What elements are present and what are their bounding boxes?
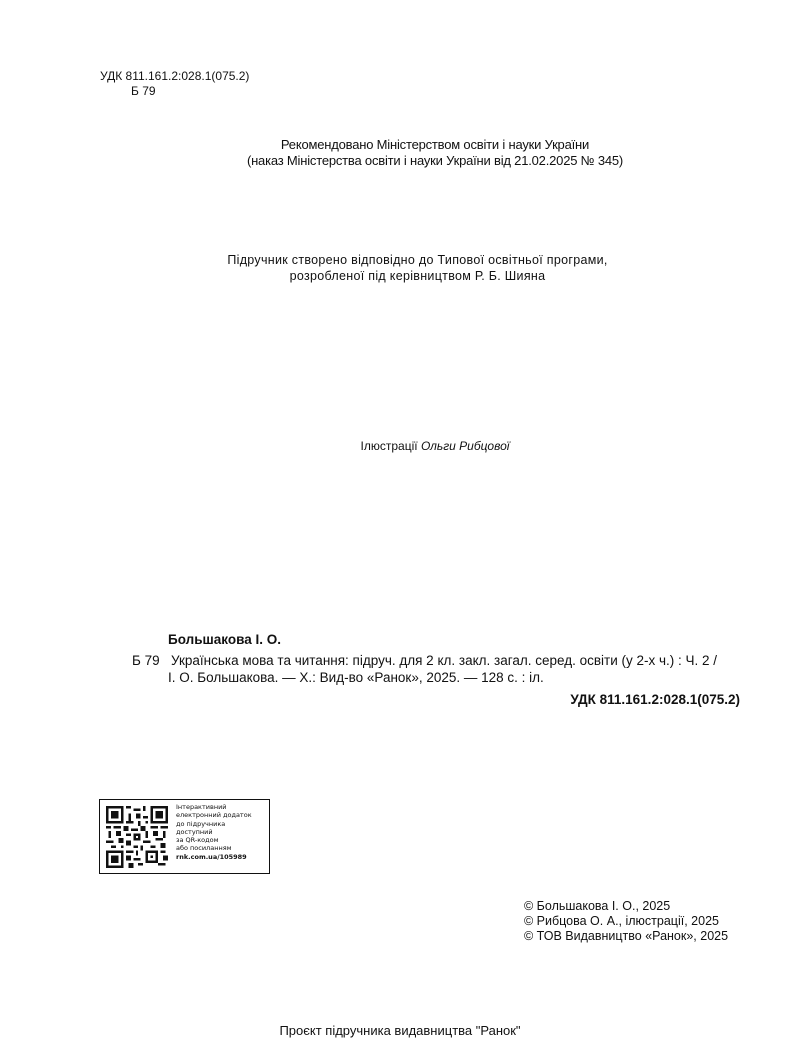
qr-link[interactable]: rnk.com.ua/105989 <box>176 852 247 861</box>
qr-description <box>176 803 252 861</box>
copyright-line: © Большакова І. О., 2025 <box>524 899 671 913</box>
qr-block[interactable] <box>99 799 270 874</box>
udk-header <box>100 69 249 99</box>
footer-project-note <box>0 1023 800 1038</box>
bibliography-continuation: І. О. Большакова. — Х.: Вид-во «Ранок», 2025. — 128 с. : іл. <box>168 670 544 685</box>
recommendation-line-1: Рекомендовано Міністерством освіти і науки України <box>280 137 590 152</box>
bibliography-entry <box>132 652 752 686</box>
qr-line: за QR-кодом <box>176 836 219 845</box>
udk-code: УДК 811.161.2:028.1(075.2) <box>100 69 250 83</box>
bibliography-index: Б 79 <box>132 653 160 668</box>
qr-line: до підручника <box>176 819 226 828</box>
qr-line: або посиланням <box>176 844 232 853</box>
illustrations-prefix: Ілюстрації <box>360 439 421 453</box>
bibliography-author: Большакова І. О. <box>168 632 281 647</box>
bibliography-description: Українська мова та читання: підруч. для 2 кл. закл. загал. серед. освіти (у 2-х ч.) : Ч. 2 / <box>171 653 718 668</box>
qr-line: електронний додаток <box>176 811 252 820</box>
footer-text: Проєкт підручника видавництва "Ранок" <box>279 1023 521 1038</box>
program-note-line-2: розробленої під керівництвом Р. Б. Шияна <box>289 269 546 283</box>
copyright-line: © Рибцова О. А., ілюстрації, 2025 <box>524 914 719 928</box>
bibliography-udk: УДК 811.161.2:028.1(075.2) <box>570 692 740 707</box>
copyright-block <box>524 899 728 944</box>
program-note-line-1: Підручник створено відповідно до Типової освітньої програми, <box>227 253 608 267</box>
illustrations-credit <box>0 439 800 453</box>
copyright-line: © ТОВ Видавництво «Ранок», 2025 <box>524 929 729 943</box>
qr-line: доступний <box>176 827 213 836</box>
recommendation <box>0 137 800 169</box>
qr-line: Інтерактивний <box>176 803 227 811</box>
qr-code-icon[interactable] <box>106 806 168 868</box>
recommendation-line-2: (наказ Міністерства освіти і науки України від 21.02.2025 № 345) <box>246 153 624 168</box>
program-note <box>0 252 800 284</box>
author-index: Б 79 <box>131 84 156 98</box>
illustrations-artist: Ольги Рибцової <box>420 439 510 453</box>
